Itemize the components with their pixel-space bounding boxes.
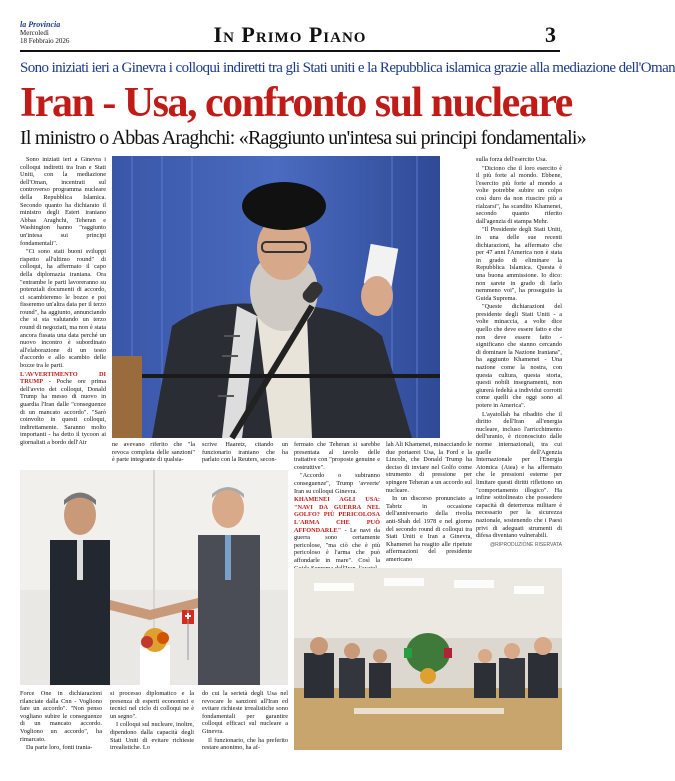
- header-rule: [20, 50, 560, 52]
- kicker: Sono iniziati ieri a Ginevra i colloqui indiretti tra gli Stati uniti e la Repubblica islamica grazie alla mediazione dell'Oman: [20, 60, 675, 76]
- paragraph: "Accordo o subiranno conseguenze", Trump 'avverte' Iran su colloqui Ginevra.: [294, 472, 380, 495]
- column-right: [476, 156, 562, 556]
- issue-day: Mercoledì: [20, 29, 49, 37]
- paragraph: "Il Presidente degli Stati Uniti, in una delle sue recenti dichiarazioni, ha affermato che per 47 anni l'America non è stata in grado di eliminare la Repubblica Islamica. Questa è una buona ammissione. Io dico: non sarete in grado di farlo nemmeno voi", ha proseguito la Guida Suprema.: [476, 226, 562, 302]
- photo-handshake: [20, 470, 288, 685]
- section-title: In Primo Piano: [213, 22, 367, 47]
- headline: Iran - Usa, confronto sul nucleare: [20, 80, 572, 126]
- paragraph: Da parte loro, fonti irania-: [26, 744, 93, 752]
- section-subtitle: L'AVVERTIMENTO DI TRUMP: [20, 370, 106, 386]
- copyright-notice: @RIPRODUZIONE RISERVATA: [490, 541, 562, 548]
- meeting-photo-image: [294, 568, 562, 750]
- paragraph: do cui la serietà degli Usa nel revocare le sanzioni all'Iran ed evitare richieste irrealistiche sono fondamentali per garantire colloqui efficaci sul nucleare a Ginevra.: [202, 690, 288, 735]
- paragraph: lah Ali Khamenei, minacciando le due portaerei Usa, la Ford e la Lincoln, che Donald Trump ha deciso di inviare nel Golfo come strumento di pressione per spingere Teheran a un accordo sul nucleare.: [386, 441, 472, 494]
- issue-date: 18 Febbraio 2026: [20, 37, 70, 45]
- column-left-bottom: [20, 690, 102, 774]
- paragraph: Force One in dichiarazioni rilanciate dalla Cnn - Vogliono fare un accordo". "Non penso vogliano subire le conseguenze di un mancato accordo. Vogliono un accordo", ha rimarcato.: [20, 690, 102, 743]
- paragraph: L'ayatollah ha ribadito che il diritto dell'Iran all'energia nucleare, incluso l'arricchimento dell'uranio, è riconosciuto dalle norme internazionali, tra cui quelle dell'Agenzia Internazionale per l'Energia Atomica (Aiea) e ha affermato che le pressioni esterne per limitare questi diritti riflettono un "comportamento illogico". Ha infine sottolineato che possedere capacità di deterrenza militare è necessario per la sicurezza nazionale, sostenendo che i Paesi privi di adeguati strumenti di difesa diventano vulnerabili.: [476, 410, 562, 540]
- paragraph: In un discorso pronunciato a Tabriz in occasione dell'anniversario della rivolta anti-Shah del 1978 e nel giorno del secondo round di colloqui tra Stati Uniti e Iran a Ginevra, Khamenei ha reagito alle ripetute affermazioni del presidente americano: [386, 495, 472, 563]
- photo-meeting: [294, 568, 562, 750]
- photo-khamenei: [112, 156, 440, 438]
- paragraph: - Poche ore prima dell'avvio dei colloqui, Donald Trump ha messo di nuovo in guardia l'Iran dalle "conseguenze di un mancato accordo". "Sarò coinvolto in questi colloqui, indirettamente. Saranno molto importanti - ha detto il tycoon ai giornalisti a bordo dell'Air: [20, 378, 106, 446]
- column-mid3: [294, 441, 380, 565]
- paragraph: - Le navi da guerra sono certamente pericolose, "ma ciò che è più pericoloso è l'arma che può affondarle in mare". Così la: [294, 526, 380, 564]
- paragraph: "Diciono che il loro esercito è il più forte al mondo. Ebbene, l'esercito più forte al mondo a volte potrebbe subire un colpo così duro da non riuscire più a rialzarsi", ha scandito Khamenei, secondo quanto riferito dall'agenzia di stampa Mehr.: [476, 164, 562, 225]
- paragraph: fermato che Teheran si sarebbe presentata al tavolo delle trattative con "proposte genuine e costruttive".: [294, 441, 380, 471]
- paragraph: "Ci sono stati buoni sviluppi rispetto all'ultimo round" di colloqui, ha affermato il capo della diplomazia iraniana. Ora "entrambe le parti lavoreranno su potenziali documenti di accordo, ci scambieremo le bozze e poi fisseremo un'altra data per il terzo round", ha aggiunto, annunciando che si sta valutando un terzo round di negoziati, ma non è stata ancora fissata una data perché un nuovo incontro è subordinato all'elaborazione di un testo d'accordo e allo scambio delle bozze tra le parti.: [20, 248, 106, 370]
- paragraph: I colloqui sul nucleare, inoltre, dipendono dalla capacità degli Stati Uniti di evitare richieste irrealistiche. Lo: [110, 721, 194, 752]
- section-subtitle: KHAMENEI AGLI USA: "NAVI DA GUERRA NEL GOLFO? PIÙ PERICOLOSA L'ARMA CHE PUÒ AFFONDARLE": [294, 496, 380, 534]
- khamenei-photo-image: [112, 156, 440, 438]
- paragraph: sulla forza dell'esercito Usa.: [476, 156, 548, 163]
- paragraph: Il funzionario, che ha preferito restare anonimo, ha af-: [202, 736, 288, 752]
- paragraph: si processo diplomatico e la presenza di esperti economici e tecnici nel ciclo di colloqui ne è un segno".: [110, 690, 194, 720]
- column-mid1-bottom: [110, 690, 194, 774]
- column-mid4: [386, 441, 472, 565]
- paragraph: Sono iniziati ieri a Ginevra i colloqui indiretti tra Iran e Stati Uniti, con la mediazione dell'Oman, incentrati sul controverso programma nucleare della Repubblica Islamica. Secondo quanto ha dichiarato il ministro degli Esteri iraniano Abbas Araghchi, Teheran e Washington hanno "raggiunto un'intesa sui principi fondamentali".: [20, 156, 106, 247]
- handshake-photo-image: [20, 470, 288, 685]
- paragraph: scrive Haaretz, citando un funzionario iraniano che ha parlato con la Reuters, secon-: [202, 441, 288, 464]
- paragraph: "Queste dichiarazioni del presidente degli Stati Uniti - a volte minaccia, a volte dice quello che deve essere fatto e che non deve essere fatto - significano che stanno cercando di dominare la Nazione Iraniana", ha aggiunto Khamenei - Una nazione come la nostra, con questa cultura, questa storia, questi nobili insegnamenti, non giurerà fedeltà a individui corrotti come quelli che oggi sono al potere in America".: [476, 303, 562, 409]
- column-left-top: [20, 156, 106, 462]
- column-mid1-top: [112, 441, 195, 467]
- page-number: 3: [545, 22, 556, 47]
- column-mid2-bottom: [202, 690, 288, 774]
- newspaper-brand: la Provincia: [20, 20, 61, 29]
- paragraph: ne avevano riferito che "la revoca completa delle sanzioni" è parte integrante di qualsia-: [112, 441, 195, 464]
- column-mid2-top: [202, 441, 288, 467]
- subheadline: Il ministro o Abbas Araghchi: «Raggiunto un'intesa sui principi fondamentali»: [20, 127, 586, 149]
